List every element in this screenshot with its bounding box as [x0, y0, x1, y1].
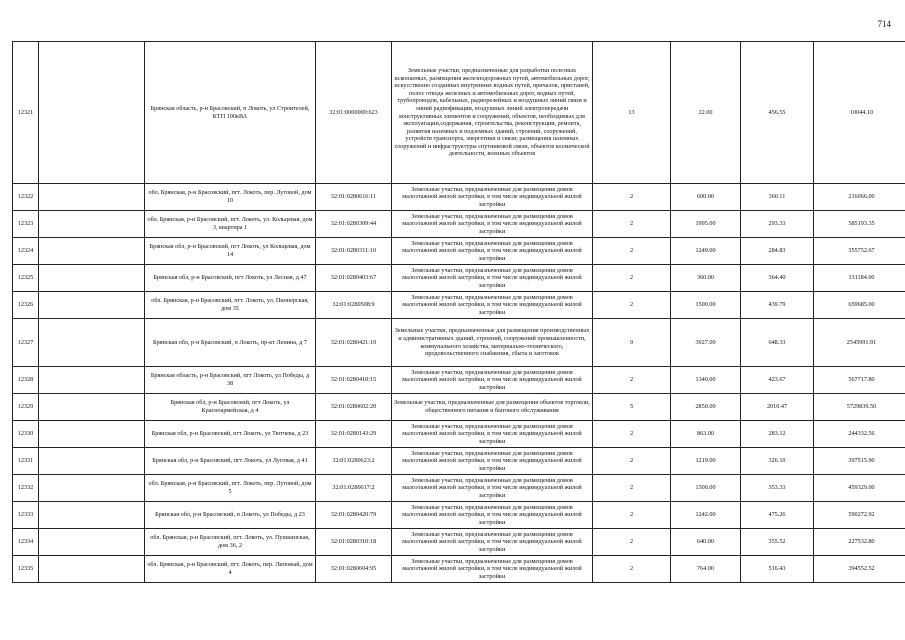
row-number: 12332 — [13, 475, 39, 502]
row-land-use-type: Земельные участки, предназначенные для размещения домов малоэтажной жилой застройки, в том числе индивидуальной жилой застройки — [392, 184, 593, 211]
row-group-number: 2 — [593, 292, 671, 319]
row-address: обл. Брянская, р-н Брасовский, пгт. Локоть, пер. Луговой, дом 10 — [145, 184, 316, 211]
row-area: 640.00 — [671, 529, 741, 556]
registry-table — [12, 41, 905, 583]
row-cadastral-number: 32:01:0280410:15 — [316, 367, 392, 394]
row-number: 12325 — [13, 265, 39, 292]
table-body — [13, 42, 905, 583]
row-area: 863.00 — [671, 421, 741, 448]
row-marker — [39, 529, 145, 556]
row-cadastral-value: 2545991.91 — [814, 319, 905, 367]
row-cadastral-value: 5729839.50 — [814, 394, 905, 421]
row-marker — [39, 42, 145, 184]
row-number: 12330 — [13, 421, 39, 448]
row-group-number: 2 — [593, 529, 671, 556]
row-land-use-type: Земельные участки, предназначенные для размещения производственных и административных зданий, строений, сооружений промышленности, коммунального хозяйства, материально-технического, продовольственного снабжения, сбыта и заготовок — [392, 319, 593, 367]
row-area: 600.00 — [671, 184, 741, 211]
row-specific-value: 516.43 — [741, 556, 814, 583]
table-row — [13, 448, 905, 475]
row-cadastral-value: 131184.00 — [814, 265, 905, 292]
row-group-number: 2 — [593, 502, 671, 529]
row-marker — [39, 556, 145, 583]
row-address: Брянская обл, р-н Брасовский, пгт Локоть, ул Кольцевая, дом 14 — [145, 238, 316, 265]
row-area: 1500.00 — [671, 292, 741, 319]
row-cadastral-number: 32:01:0280623:2 — [316, 448, 392, 475]
row-area: 1219.00 — [671, 448, 741, 475]
row-area: 1242.00 — [671, 502, 741, 529]
row-cadastral-value: 567717.80 — [814, 367, 905, 394]
row-land-use-type: Земельные участки, предназначенные для размещения домов малоэтажной жилой застройки, в том числе индивидуальной жилой застройки — [392, 265, 593, 292]
row-group-number: 2 — [593, 448, 671, 475]
row-marker — [39, 292, 145, 319]
row-cadastral-number: 32:01:0000000:623 — [316, 42, 392, 184]
row-area: 1300.00 — [671, 475, 741, 502]
row-land-use-type: Земельные участки, предназначенные для размещения домов малоэтажной жилой застройки, в том числе индивидуальной жилой застройки — [392, 421, 593, 448]
row-land-use-type: Земельные участки, предназначенные для размещения домов малоэтажной жилой застройки, в том числе индивидуальной жилой застройки — [392, 502, 593, 529]
row-specific-value: 326.10 — [741, 448, 814, 475]
page-number: 714 — [877, 19, 891, 29]
row-marker — [39, 502, 145, 529]
row-address: Брянская обл, р-н Брасовский, пгт Локоть, ул Красноармейская, д 4 — [145, 394, 316, 421]
row-number: 12324 — [13, 238, 39, 265]
row-cadastral-value: 216066.00 — [814, 184, 905, 211]
row-address: обл. Брянская, р-н Брасовский, пгт. Локоть, ул. Пушкинская, дом 36, 2 — [145, 529, 316, 556]
table-row — [13, 238, 905, 265]
row-cadastral-value: 659685.00 — [814, 292, 905, 319]
row-marker — [39, 238, 145, 265]
table-row — [13, 292, 905, 319]
row-group-number: 2 — [593, 367, 671, 394]
row-number: 12333 — [13, 502, 39, 529]
row-cadastral-number: 32:01:0280616:11 — [316, 184, 392, 211]
row-area: 1249.00 — [671, 238, 741, 265]
row-cadastral-number: 32:01:0280604:95 — [316, 556, 392, 583]
row-cadastral-value: 227532.80 — [814, 529, 905, 556]
row-group-number: 2 — [593, 421, 671, 448]
row-group-number: 2 — [593, 184, 671, 211]
row-cadastral-number: 32:01:0280617:2 — [316, 475, 392, 502]
row-land-use-type: Земельные участки, предназначенные для размещения домов малоэтажной жилой застройки, в том числе индивидуальной жилой застройки — [392, 448, 593, 475]
row-land-use-type: Земельные участки, предназначенные для размещения домов малоэтажной жилой застройки, в том числе индивидуальной жилой застройки — [392, 475, 593, 502]
row-land-use-type: Земельные участки, предназначенные для размещения домов малоэтажной жилой застройки, в том числе индивидуальной жилой застройки — [392, 211, 593, 238]
row-area: 22.00 — [671, 42, 741, 184]
row-cadastral-number: 32:01:0280310:18 — [316, 529, 392, 556]
row-area: 1995.00 — [671, 211, 741, 238]
row-address: обл. Брянская, р-н Брасовский, пгт. Локоть, ул. Пионерская, дом 35 — [145, 292, 316, 319]
table-row — [13, 42, 905, 184]
row-marker — [39, 319, 145, 367]
row-specific-value: 439.79 — [741, 292, 814, 319]
row-marker — [39, 211, 145, 238]
row-cadastral-number: 32:01:0280508:9 — [316, 292, 392, 319]
row-number: 12323 — [13, 211, 39, 238]
table-row — [13, 184, 905, 211]
table-row — [13, 421, 905, 448]
row-cadastral-number: 32:01:0280309:44 — [316, 211, 392, 238]
row-specific-value: 353.33 — [741, 475, 814, 502]
table-row — [13, 367, 905, 394]
row-number: 12328 — [13, 367, 39, 394]
row-number: 12335 — [13, 556, 39, 583]
row-cadastral-value: 397515.90 — [814, 448, 905, 475]
row-area: 764.00 — [671, 556, 741, 583]
row-land-use-type: Земельные участки, предназначенные для размещения домов малоэтажной жилой застройки, в том числе индивидуальной жилой застройки — [392, 238, 593, 265]
row-address: Брянская область, р-н Брасовский, пгт Локоть, ул Победы, д 38 — [145, 367, 316, 394]
row-number: 12329 — [13, 394, 39, 421]
row-marker — [39, 475, 145, 502]
row-number: 12321 — [13, 42, 39, 184]
row-specific-value: 423.67 — [741, 367, 814, 394]
row-group-number: 13 — [593, 42, 671, 184]
row-address: Брянская обл, р-н Брасовский, пгт Локоть, ул Луговая, д 41 — [145, 448, 316, 475]
row-number: 12334 — [13, 529, 39, 556]
table-row — [13, 211, 905, 238]
row-specific-value: 364.40 — [741, 265, 814, 292]
row-number: 12326 — [13, 292, 39, 319]
row-marker — [39, 367, 145, 394]
row-address: Брянская обл, р-н Брасовский, пгт Локоть, ул Лесная, д 47 — [145, 265, 316, 292]
row-address: Брянская обл, р-н Брасовский, п Локоть, пр-кт Ленина, д 7 — [145, 319, 316, 367]
table-row — [13, 529, 905, 556]
row-cadastral-number: 32:01:0280421:10 — [316, 319, 392, 367]
table-row — [13, 319, 905, 367]
row-area: 360.00 — [671, 265, 741, 292]
table-row — [13, 502, 905, 529]
row-land-use-type: Земельные участки, предназначенные для размещения домов малоэтажной жилой застройки, в том числе индивидуальной жилой застройки — [392, 529, 593, 556]
row-group-number: 2 — [593, 211, 671, 238]
row-group-number: 2 — [593, 556, 671, 583]
table-row — [13, 265, 905, 292]
row-address: обл. Брянская, р-н Брасовский, пгт. Локоть, пер. Липовый, дом 4 — [145, 556, 316, 583]
row-address: обл. Брянская, р-н Брасовский, пгт. Локоть, ул. Кольцевая, дом 3, квартира 1 — [145, 211, 316, 238]
row-area: 1340.00 — [671, 367, 741, 394]
table-row — [13, 556, 905, 583]
row-cadastral-value: 585193.35 — [814, 211, 905, 238]
row-area: 3927.00 — [671, 319, 741, 367]
row-group-number: 2 — [593, 265, 671, 292]
row-marker — [39, 421, 145, 448]
row-marker — [39, 448, 145, 475]
table-row — [13, 394, 905, 421]
row-cadastral-value: 355752.67 — [814, 238, 905, 265]
row-specific-value: 456.55 — [741, 42, 814, 184]
row-marker — [39, 394, 145, 421]
row-group-number: 9 — [593, 319, 671, 367]
row-specific-value: 283.12 — [741, 421, 814, 448]
row-specific-value: 2010.47 — [741, 394, 814, 421]
row-specific-value: 284.83 — [741, 238, 814, 265]
row-cadastral-number: 32:01:0280143:29 — [316, 421, 392, 448]
row-specific-value: 360.11 — [741, 184, 814, 211]
row-specific-value: 648.33 — [741, 319, 814, 367]
row-cadastral-value: 590272.92 — [814, 502, 905, 529]
row-cadastral-number: 32:01:0280420:79 — [316, 502, 392, 529]
row-specific-value: 293.33 — [741, 211, 814, 238]
row-group-number: 2 — [593, 475, 671, 502]
row-cadastral-value: 244332.56 — [814, 421, 905, 448]
row-land-use-type: Земельные участки, предназначенные для размещения домов малоэтажной жилой застройки, в том числе индивидуальной жилой застройки — [392, 556, 593, 583]
row-marker — [39, 184, 145, 211]
row-address: Брянская область, р-н Брасовский, п Локоть, ул Строителей, КТП 100кВА — [145, 42, 316, 184]
row-number: 12322 — [13, 184, 39, 211]
row-number: 12327 — [13, 319, 39, 367]
row-group-number: 2 — [593, 238, 671, 265]
row-area: 2850.00 — [671, 394, 741, 421]
row-land-use-type: Земельные участки, предназначенные для разработки полезных ископаемых, размещения железнодорожных путей, автомобильных дорог, искусственно созданных внутренних водных путей, причалов, пристаней, полос отвода железных и автомобильных дорог, водных путей, трубопроводов, кабельных, радиорелейных и воздушных линий связи и линий радиофикации, воздушных линий электропередачи конструктивных элементов и сооружений, объектов, необходимых для эксплуатации,содержания, строительства, реконструкции, ремонта, развития наземных и подземных зданий, строений, сооружений, устройств транспорта, энергетики и связи; размещения наземных сооружений и инфраструктуры спутниковой связи, объектов космической деятельности, военных объектов — [392, 42, 593, 184]
row-land-use-type: Земельные участки, предназначенные для размещения домов малоэтажной жилой застройки, в том числе индивидуальной жилой застройки — [392, 292, 593, 319]
row-group-number: 5 — [593, 394, 671, 421]
row-specific-value: 475.26 — [741, 502, 814, 529]
row-cadastral-number: 32:01:0280311:10 — [316, 238, 392, 265]
row-land-use-type: Земельные участки, предназначенные для размещения домов малоэтажной жилой застройки, в том числе индивидуальной жилой застройки — [392, 367, 593, 394]
row-cadastral-value: 459329.00 — [814, 475, 905, 502]
row-address: Брянская обл, р-н Брасовский, пгт Локоть, ул Тютчева, д 23 — [145, 421, 316, 448]
row-cadastral-number: 32:01:0280403:67 — [316, 265, 392, 292]
row-address: Брянская обл, р-н Брасовский, п Локоть, ул Победы, д 23 — [145, 502, 316, 529]
row-cadastral-number: 32:01:0280602:20 — [316, 394, 392, 421]
row-number: 12331 — [13, 448, 39, 475]
row-address: обл. Брянская, р-н Брасовский, пгт. Локоть, пер. Луговой, дом 5 — [145, 475, 316, 502]
row-cadastral-value: 10044.10 — [814, 42, 905, 184]
table-row — [13, 475, 905, 502]
row-marker — [39, 265, 145, 292]
row-cadastral-value: 394552.52 — [814, 556, 905, 583]
row-specific-value: 355.52 — [741, 529, 814, 556]
row-land-use-type: Земельные участки, предназначенные для размещения объектов торговли, общественного питания и бытового обслуживания — [392, 394, 593, 421]
